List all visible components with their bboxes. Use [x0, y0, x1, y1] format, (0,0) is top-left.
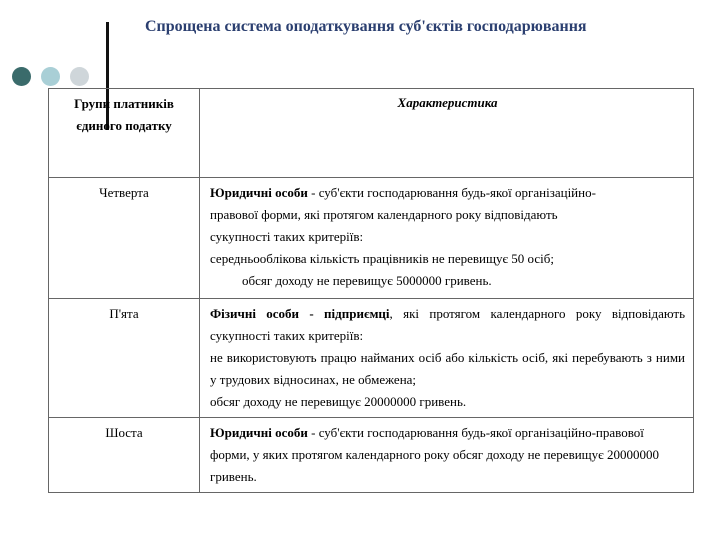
header-groups-line2: єдиного податку: [76, 118, 172, 133]
header-characteristic-cell: Характеристика: [200, 89, 694, 178]
characteristic-line: правової форми, які протягом календарного року відповідають: [210, 207, 558, 222]
entity-description: , які протягом календарного року відповідають сукупності таких критеріїв:: [210, 306, 685, 343]
table-row: [49, 418, 694, 493]
characteristic-line: обсяг доходу не перевищує 5000000 гривень.: [242, 273, 492, 288]
table-row: [49, 299, 694, 418]
entity-type: Фізичні особи - підприємці: [210, 306, 390, 321]
slide-title: Спрощена система оподаткування суб'єктів господарювання: [145, 18, 587, 35]
characteristic-cell: [200, 299, 694, 418]
entity-type: Юридичні особи: [210, 425, 308, 440]
header-groups-cell: [49, 89, 200, 178]
characteristic-cell: [200, 178, 694, 299]
entity-type: Юридичні особи: [210, 185, 308, 200]
taxpayer-groups-table: [48, 88, 694, 493]
dot-light-gray: [70, 67, 89, 86]
table-row: [49, 178, 694, 299]
group-cell: Шоста: [49, 418, 200, 493]
entity-description: - суб'єкти господарювання будь-якої організаційно-: [307, 185, 596, 200]
characteristic-line: середньооблікова кількість працівників не перевищує 50 осіб;: [210, 251, 554, 266]
characteristic-line: сукупності таких критеріїв:: [210, 229, 364, 244]
group-cell: П'ята: [49, 299, 200, 418]
characteristic-line: не використовують працю найманих осіб або кількість осіб, які перебувають з ними у трудових відносинах, не обмежена;: [210, 350, 685, 387]
characteristic-cell: [200, 418, 694, 493]
characteristic-line: [210, 303, 685, 347]
characteristic-line: [210, 182, 685, 204]
header-groups-line1: Групи платників: [74, 96, 174, 111]
characteristic-line: [210, 422, 685, 488]
characteristic-line: обсяг доходу не перевищує 20000000 гривень.: [210, 394, 467, 409]
group-cell: Четверта: [49, 178, 200, 299]
table-header-row: [49, 89, 694, 178]
dot-dark: [12, 67, 31, 86]
entity-description: - суб'єкти господарювання будь-якої організаційно-правової форми, у яких протягом календарного року обсяг доходу не перевищує 20000000 гривень.: [210, 425, 660, 484]
dot-light-teal: [41, 67, 60, 86]
